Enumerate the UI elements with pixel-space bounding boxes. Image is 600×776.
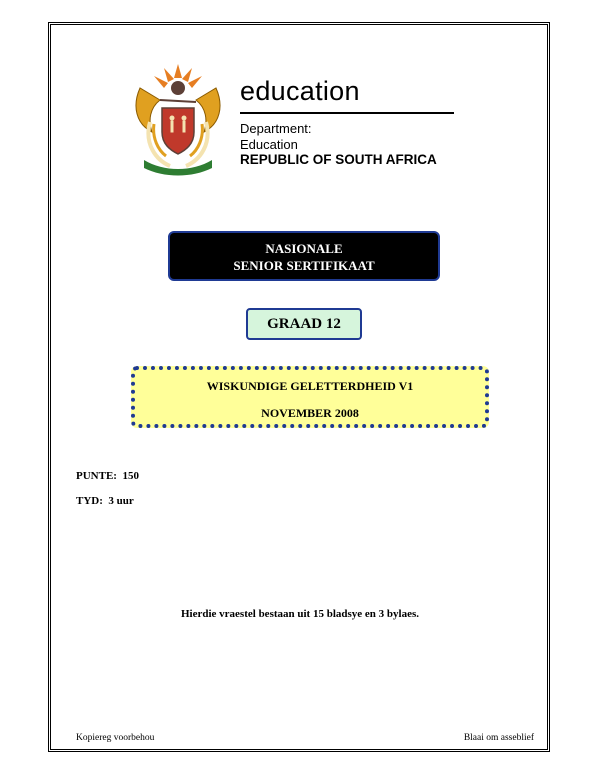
subject-name: WISKUNDIGE GELETTERDHEID V1: [206, 379, 414, 393]
turn-page-footer: Blaai om asseblief: [463, 733, 534, 743]
page-count-notice: Hierdie vraestel bestaan uit 15 bladsye en 3 bylaes.: [180, 608, 420, 620]
copyright-footer: Kopiereg voorbehou: [76, 733, 155, 743]
department-name: Education: [240, 137, 298, 152]
subject-box: [131, 366, 489, 428]
certificate-line-2: SENIOR SERTIFIKAAT: [233, 258, 375, 273]
certificate-box: [168, 231, 440, 281]
coat-of-arms-icon: [130, 62, 226, 178]
time-value: 3 uur: [108, 495, 134, 507]
department-label: Department:: [240, 121, 312, 136]
country-name: REPUBLIC OF SOUTH AFRICA: [240, 152, 437, 167]
marks-info: [76, 470, 139, 482]
grade-box: GRAAD 12: [246, 308, 362, 340]
marks-label: PUNTE:: [76, 470, 117, 482]
marks-value: 150: [122, 470, 139, 482]
certificate-line-1: NASIONALE: [265, 241, 343, 256]
brand-underline: [240, 112, 454, 114]
time-info: [76, 495, 134, 507]
exam-date: NOVEMBER 2008: [261, 406, 359, 420]
time-label: TYD:: [76, 495, 103, 507]
brand-title: education: [240, 76, 360, 106]
